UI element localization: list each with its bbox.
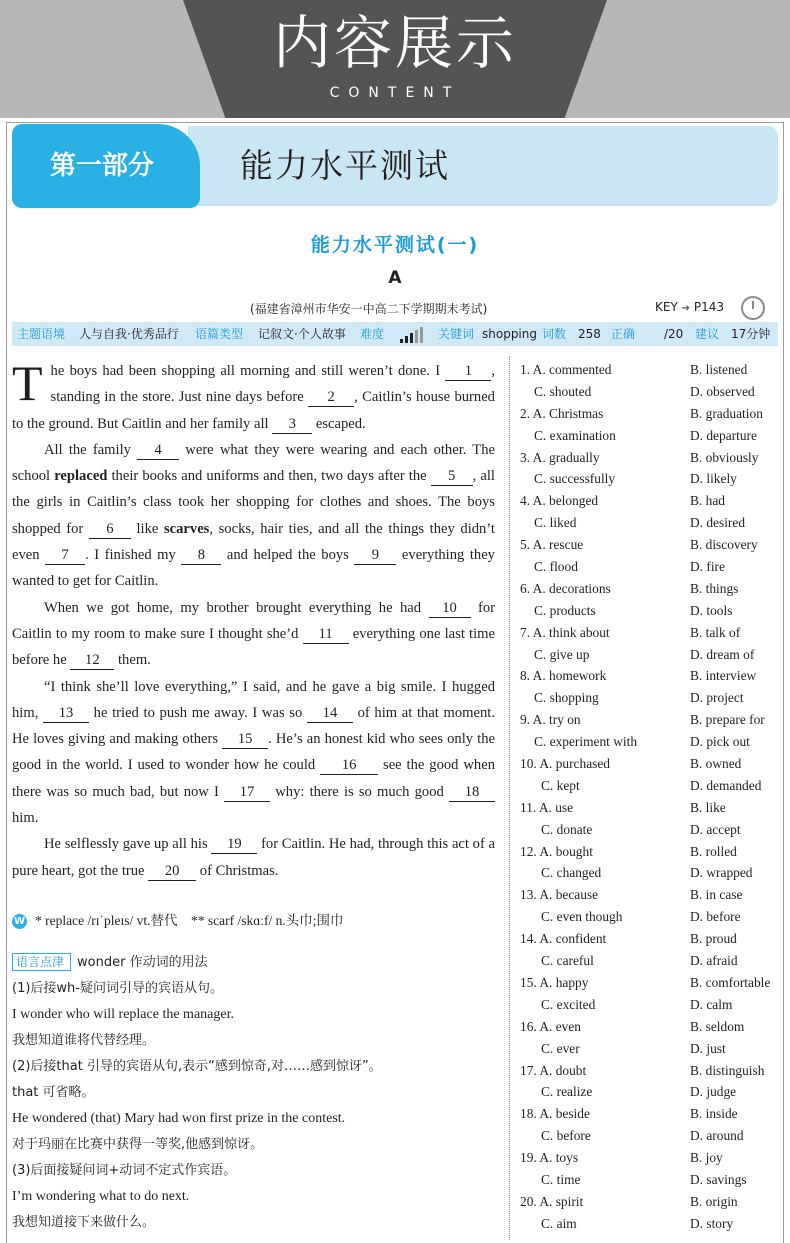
option-row	[520, 1103, 782, 1125]
option-d: D. dream of	[690, 646, 755, 662]
word-icon: W	[13, 916, 26, 928]
notes-tag: 语言点津	[12, 953, 71, 971]
option-c: C. careful	[541, 953, 594, 969]
option-a: 14. A. confident	[520, 931, 607, 947]
option-row	[520, 841, 782, 863]
option-d: D. judge	[690, 1084, 737, 1100]
option-d: D. desired	[690, 515, 746, 531]
suggest-value: 17分钟	[731, 327, 771, 341]
topic-value: 人与自我·优秀品行	[79, 327, 179, 341]
blank-12: 12	[70, 651, 114, 670]
option-a: 11. A. use	[520, 799, 574, 815]
topic-label: 主题语境	[17, 327, 66, 341]
key-label: KEY	[655, 300, 678, 314]
option-b: B. distinguish	[690, 1062, 765, 1078]
blank-18: 18	[449, 783, 495, 802]
answer-options	[520, 359, 782, 1235]
option-b: B. graduation	[690, 405, 763, 421]
option-b: B. prepare for	[690, 712, 765, 728]
option-b: B. joy	[690, 1150, 723, 1166]
option-row	[520, 972, 782, 994]
alarm-clock-icon	[741, 296, 765, 320]
option-row	[520, 862, 782, 884]
option-row	[520, 731, 782, 753]
words-value: 258	[578, 327, 601, 341]
blank-17: 17	[224, 783, 270, 802]
option-c: C. shouted	[534, 383, 592, 399]
option-b: B. interview	[690, 668, 757, 684]
note-line: 我想知道接下来做什么。	[12, 1215, 156, 1230]
blank-2: 2	[308, 388, 354, 407]
option-d: D. demanded	[690, 777, 762, 793]
blank-4: 4	[137, 441, 179, 460]
option-d: D. likely	[690, 471, 737, 487]
option-row	[520, 359, 782, 381]
option-a: 6. A. decorations	[520, 580, 611, 596]
option-c: C. changed	[541, 865, 602, 881]
note-line: I’m wondering what to do next.	[12, 1189, 190, 1204]
option-c: C. products	[534, 602, 596, 618]
option-a: 18. A. beside	[520, 1106, 590, 1122]
option-b: B. owned	[690, 756, 742, 772]
option-c: C. before	[541, 1128, 591, 1144]
option-a: 4. A. belonged	[520, 493, 599, 509]
option-b: B. inside	[690, 1106, 738, 1122]
paragraph-1: The boys had been shopping all morning and still weren’t done. I 1 , standing in the store. Just nine days before 2 , Caitlin’s house burned to the ground. But Caitlin and her family all 3 escaped.	[12, 355, 495, 432]
option-b: B. in case	[690, 887, 743, 903]
option-row	[520, 994, 782, 1016]
option-row	[520, 950, 782, 972]
option-row	[520, 447, 782, 469]
blank-14: 14	[307, 704, 353, 723]
option-c: C. kept	[541, 777, 580, 793]
option-a: 2. A. Christmas	[520, 405, 604, 421]
option-row	[520, 512, 782, 534]
option-row	[520, 775, 782, 797]
option-a: 10. A. purchased	[520, 756, 610, 772]
note-line: I wonder who will replace the manager.	[12, 1007, 234, 1022]
option-a: 9. A. try on	[520, 712, 581, 728]
difficulty-label: 难度	[360, 327, 385, 341]
banner-subtitle: CONTENT	[329, 85, 461, 101]
option-a: 3. A. gradually	[520, 449, 600, 465]
blank-3: 3	[272, 415, 312, 434]
option-row	[520, 425, 782, 447]
blank-5: 5	[431, 467, 473, 486]
option-b: B. discovery	[690, 537, 758, 553]
option-d: D. fire	[690, 559, 725, 575]
option-row	[520, 644, 782, 666]
option-row	[520, 1060, 782, 1082]
paragraph-2: All the family 4 were what they were wearing and each other. The school replaced their books and uniforms and then, two days after the 5 , all the girls in Caitlin’s class took her shopping for clothes and shoes. The boys shopped for 6 like scarves, socks, hair ties, and all the things they didn’t even 7 . I finished my 8 and helped the boys 9 everything they wanted to get for Caitlin.	[12, 441, 495, 590]
option-c: C. ever	[541, 1040, 580, 1056]
test-title: 能力水平测试(一)	[310, 234, 480, 256]
option-c: C. experiment with	[534, 734, 638, 750]
option-row	[520, 578, 782, 600]
option-a: 8. A. homework	[520, 668, 607, 684]
option-row	[520, 906, 782, 928]
correct-label: 正确	[611, 327, 636, 341]
option-d: D. accept	[690, 821, 741, 837]
option-d: D. project	[690, 690, 744, 706]
option-b: B. origin	[690, 1193, 738, 1209]
option-row	[520, 600, 782, 622]
option-a: 16. A. even	[520, 1018, 581, 1034]
option-d: D. tools	[690, 602, 733, 618]
option-c: C. even though	[541, 909, 623, 925]
option-d: D. wrapped	[690, 865, 753, 881]
option-row	[520, 468, 782, 490]
option-b: B. talk of	[690, 624, 741, 640]
answer-key-ref	[655, 300, 724, 314]
vocab-entry-replace: * replace /rɪˈpleɪs/ vt.替代	[35, 913, 178, 928]
blank-15: 15	[222, 730, 268, 749]
option-row	[520, 797, 782, 819]
paragraph-4: “I think she’ll love everything,” I said, and he gave a big smile. I hugged him, 13 he tried to push me away. I was so 14 of him at that moment. He loves giving and making others 15 . He’s an honest kid who sees only the good in the world. I used to wonder how he could 16 see the good when there was so much bad, but now I 17 why: there is so much good 18 him.	[12, 678, 496, 827]
option-d: D. departure	[690, 427, 757, 443]
vocab-entry-scarf: ** scarf /skɑːf/ n.头巾;围巾	[190, 913, 344, 928]
keyword-label: 关键词	[438, 327, 475, 341]
option-a: 1. A. commented	[520, 362, 612, 377]
option-a: 13. A. because	[520, 887, 599, 903]
option-d: D. just	[690, 1040, 726, 1056]
note-line: 对于玛丽在比赛中获得一等奖,他感到惊讶。	[12, 1137, 264, 1152]
option-b: B. comfortable	[690, 974, 771, 990]
note-line: (3)后面接疑问词+动词不定式作宾语。	[12, 1163, 237, 1178]
option-a: 7. A. think about	[520, 624, 610, 640]
option-d: D. afraid	[690, 953, 738, 969]
paragraph-5: He selflessly gave up all his 19 for Caitlin. He had, through this act of a pure heart, got the true 20 of Christmas.	[12, 836, 496, 879]
option-c: C. give up	[534, 646, 590, 662]
blank-11: 11	[303, 625, 349, 644]
blank-10: 10	[429, 599, 471, 618]
option-row	[520, 1213, 782, 1235]
option-row	[520, 1125, 782, 1147]
option-a: 20. A. spirit	[520, 1193, 584, 1209]
option-row	[520, 622, 782, 644]
option-row	[520, 665, 782, 687]
blank-9: 9	[354, 546, 396, 565]
option-row	[520, 709, 782, 731]
option-b: B. like	[690, 799, 726, 815]
option-row	[520, 819, 782, 841]
option-b: B. proud	[690, 931, 737, 947]
option-d: D. story	[690, 1215, 734, 1231]
option-row	[520, 490, 782, 512]
blank-1: 1	[445, 362, 491, 381]
section-part-label: 第一部分	[49, 151, 154, 181]
option-row	[520, 884, 782, 906]
option-row	[520, 556, 782, 578]
option-d: D. before	[690, 909, 741, 925]
genre-value: 记叙文·个人故事	[258, 327, 346, 341]
test-letter: A	[388, 268, 402, 288]
option-row	[520, 753, 782, 775]
info-bar	[12, 322, 778, 346]
option-c: C. time	[541, 1171, 581, 1187]
option-a: 12. A. bought	[520, 843, 593, 859]
option-c: C. successfully	[534, 471, 616, 487]
option-row	[520, 381, 782, 403]
option-b: B. things	[690, 580, 739, 596]
option-c: C. flood	[534, 559, 578, 575]
column-divider	[509, 356, 510, 1240]
difficulty-bars-icon	[400, 327, 424, 343]
option-row	[520, 403, 782, 425]
option-row	[520, 928, 782, 950]
option-b: B. rolled	[690, 843, 737, 859]
section-title: 能力水平测试	[240, 146, 450, 185]
blank-20: 20	[148, 862, 196, 881]
option-c: C. donate	[541, 821, 593, 837]
option-c: C. examination	[534, 427, 616, 443]
option-c: C. realize	[541, 1084, 593, 1100]
blank-7: 7	[45, 546, 85, 565]
arrow-right-icon: ➔	[681, 303, 690, 314]
test-source: (福建省漳州市华安一中高二下学期期末考试)	[250, 302, 488, 316]
blank-13: 13	[43, 704, 89, 723]
option-c: C. aim	[541, 1215, 577, 1231]
banner-title: 内容展示	[272, 9, 517, 77]
blank-8: 8	[181, 546, 221, 565]
option-c: C. shopping	[534, 690, 599, 706]
option-a: 17. A. doubt	[520, 1062, 587, 1078]
genre-label: 语篇类型	[195, 327, 244, 341]
option-row	[520, 1191, 782, 1213]
option-row	[520, 1081, 782, 1103]
option-row	[520, 1038, 782, 1060]
note-line: that 可省略。	[12, 1085, 95, 1100]
note-line: 我想知道谁将代替经理。	[12, 1033, 156, 1048]
option-b: B. listened	[690, 362, 748, 377]
option-row	[520, 534, 782, 556]
option-d: D. savings	[690, 1171, 747, 1187]
option-d: D. observed	[690, 383, 755, 399]
keyword-value: shopping	[482, 327, 537, 341]
option-a: 19. A. toys	[520, 1150, 579, 1166]
blank-19: 19	[211, 835, 257, 854]
note-line: (1)后接wh-疑问词引导的宾语从句。	[12, 981, 223, 996]
option-d: D. around	[690, 1128, 744, 1144]
vocab-line	[12, 910, 502, 932]
option-row	[520, 1016, 782, 1038]
suggest-label: 建议	[695, 327, 720, 341]
correct-value: /20	[664, 327, 684, 341]
blank-6: 6	[89, 520, 131, 539]
option-b: B. had	[690, 493, 725, 509]
key-page: P143	[693, 300, 724, 314]
paragraph-3: When we got home, my brother brought everything he had 10 for Caitlin to my room to make sure I thought she’d 11 everything one last time before he 12 them.	[12, 599, 495, 669]
blank-16: 16	[320, 756, 378, 775]
option-row	[520, 687, 782, 709]
note-line: (2)后接that 引导的宾语从句,表示“感到惊奇,对……感到惊讶”。	[12, 1059, 382, 1074]
language-notes	[12, 950, 507, 1236]
option-d: D. pick out	[690, 734, 750, 750]
note-line: He wondered (that) Mary had won first prize in the contest.	[12, 1111, 346, 1126]
notes-heading: wonder 作动词的用法	[77, 955, 208, 970]
words-label: 词数	[542, 327, 567, 341]
option-c: C. liked	[534, 515, 577, 531]
option-a: 15. A. happy	[520, 974, 589, 990]
option-b: B. obviously	[690, 449, 759, 465]
drop-cap: T	[12, 355, 43, 411]
option-row	[520, 1147, 782, 1169]
option-d: D. calm	[690, 996, 733, 1012]
option-b: B. seldom	[690, 1018, 745, 1034]
option-a: 5. A. rescue	[520, 537, 584, 553]
option-row	[520, 1169, 782, 1191]
option-c: C. excited	[541, 996, 596, 1012]
passage	[12, 355, 496, 884]
